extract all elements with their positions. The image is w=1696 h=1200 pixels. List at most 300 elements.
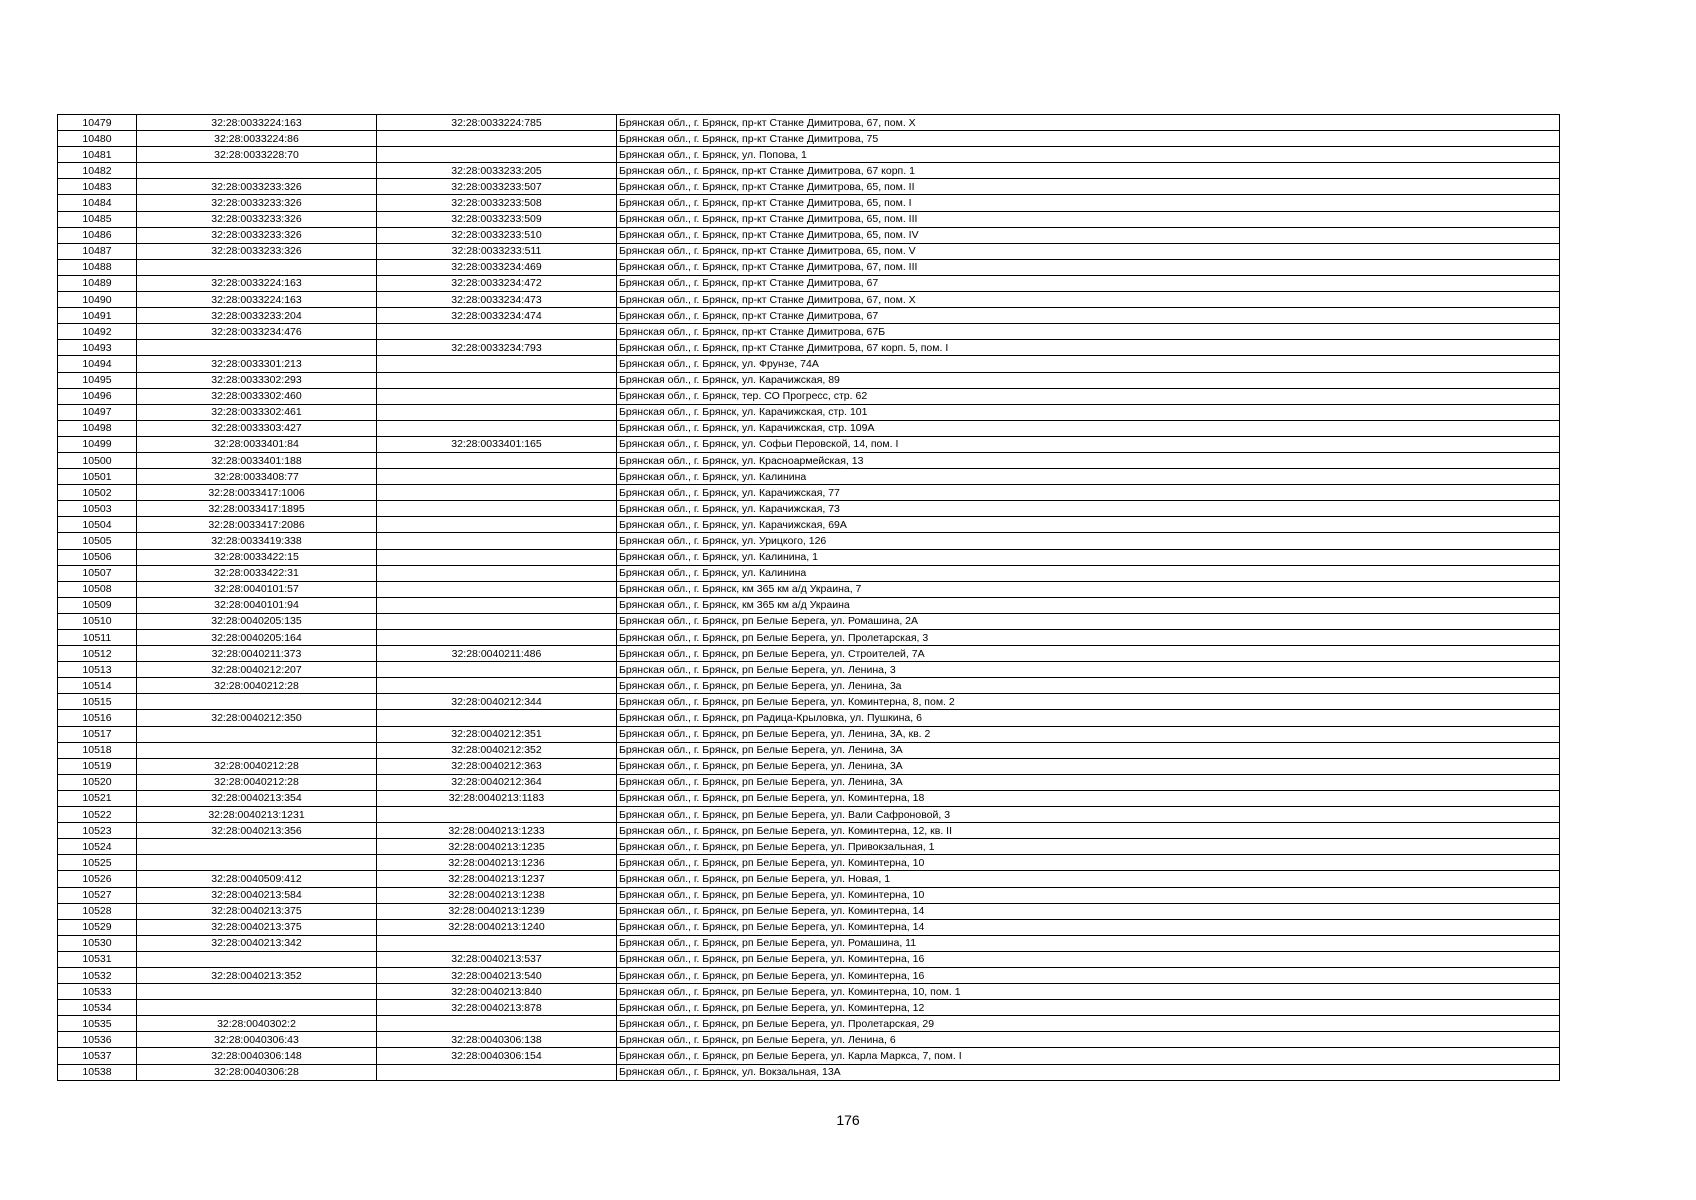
row-number-cell: 10513 xyxy=(58,662,137,678)
address-cell: Брянская обл., г. Брянск, рп Белые Берега, ул. Привокзальная, 1 xyxy=(617,839,1560,855)
address-cell: Брянская обл., г. Брянск, рп Белые Берега, ул. Коминтерна, 10 xyxy=(617,855,1560,871)
address-cell: Брянская обл., г. Брянск, рп Белые Берега, ул. Коминтерна, 10 xyxy=(617,887,1560,903)
registry-table-body xyxy=(58,115,1560,1081)
object-number-cell: 32:28:0040212:351 xyxy=(377,726,617,742)
address-cell: Брянская обл., г. Брянск, ул. Калинина, 1 xyxy=(617,549,1560,565)
cadastral-number-cell xyxy=(137,694,377,710)
address-cell: Брянская обл., г. Брянск, пр-кт Станке Димитрова, 65, пом. I xyxy=(617,195,1560,211)
table-row xyxy=(58,501,1560,517)
row-number-cell: 10510 xyxy=(58,613,137,629)
address-cell: Брянская обл., г. Брянск, пр-кт Станке Димитрова, 65, пом. IV xyxy=(617,227,1560,243)
object-number-cell xyxy=(377,533,617,549)
row-number-cell: 10520 xyxy=(58,774,137,790)
object-number-cell xyxy=(377,935,617,951)
address-cell: Брянская обл., г. Брянск, рп Белые Берега, ул. Ленина, 3А xyxy=(617,774,1560,790)
row-number-cell: 10485 xyxy=(58,211,137,227)
object-number-cell: 32:28:0033233:509 xyxy=(377,211,617,227)
row-number-cell: 10528 xyxy=(58,903,137,919)
cadastral-number-cell: 32:28:0040306:148 xyxy=(137,1048,377,1064)
table-row xyxy=(58,790,1560,806)
page-number: 176 xyxy=(836,1112,860,1128)
object-number-cell xyxy=(377,662,617,678)
address-cell: Брянская обл., г. Брянск, ул. Фрунзе, 74А xyxy=(617,356,1560,372)
row-number-cell: 10532 xyxy=(58,967,137,983)
address-cell: Брянская обл., г. Брянск, рп Белые Берега, ул. Новая, 1 xyxy=(617,871,1560,887)
cadastral-number-cell: 32:28:0033302:461 xyxy=(137,404,377,420)
address-cell: Брянская обл., г. Брянск, рп Белые Берега, ул. Ленина, 3А, кв. 2 xyxy=(617,726,1560,742)
table-row xyxy=(58,517,1560,533)
object-number-cell xyxy=(377,485,617,501)
cadastral-number-cell: 32:28:0033401:188 xyxy=(137,452,377,468)
row-number-cell: 10512 xyxy=(58,646,137,662)
row-number-cell: 10483 xyxy=(58,179,137,195)
table-row xyxy=(58,227,1560,243)
object-number-cell: 32:28:0040306:154 xyxy=(377,1048,617,1064)
table-row xyxy=(58,855,1560,871)
cadastral-number-cell: 32:28:0040213:1231 xyxy=(137,807,377,823)
object-number-cell: 32:28:0040211:486 xyxy=(377,646,617,662)
table-row xyxy=(58,565,1560,581)
row-number-cell: 10505 xyxy=(58,533,137,549)
address-cell: Брянская обл., г. Брянск, пр-кт Станке Димитрова, 75 xyxy=(617,131,1560,147)
row-number-cell: 10535 xyxy=(58,1016,137,1032)
cadastral-number-cell: 32:28:0033417:1895 xyxy=(137,501,377,517)
row-number-cell: 10530 xyxy=(58,935,137,951)
address-cell: Брянская обл., г. Брянск, пр-кт Станке Димитрова, 67, пом. X xyxy=(617,115,1560,131)
row-number-cell: 10508 xyxy=(58,581,137,597)
row-number-cell: 10518 xyxy=(58,742,137,758)
address-cell: Брянская обл., г. Брянск, рп Белые Берега, ул. Коминтерна, 8, пом. 2 xyxy=(617,694,1560,710)
row-number-cell: 10493 xyxy=(58,340,137,356)
row-number-cell: 10503 xyxy=(58,501,137,517)
table-row xyxy=(58,597,1560,613)
table-row xyxy=(58,549,1560,565)
row-number-cell: 10495 xyxy=(58,372,137,388)
row-number-cell: 10494 xyxy=(58,356,137,372)
cadastral-number-cell: 32:28:0033224:163 xyxy=(137,115,377,131)
cadastral-number-cell xyxy=(137,340,377,356)
object-number-cell: 32:28:0040213:1236 xyxy=(377,855,617,871)
cadastral-number-cell xyxy=(137,742,377,758)
object-number-cell xyxy=(377,597,617,613)
row-number-cell: 10536 xyxy=(58,1032,137,1048)
object-number-cell: 32:28:0033401:165 xyxy=(377,436,617,452)
object-number-cell: 32:28:0040212:364 xyxy=(377,774,617,790)
cadastral-number-cell: 32:28:0040213:375 xyxy=(137,919,377,935)
table-row xyxy=(58,420,1560,436)
table-row xyxy=(58,485,1560,501)
table-row xyxy=(58,452,1560,468)
cadastral-number-cell: 32:28:0033417:2086 xyxy=(137,517,377,533)
address-cell: Брянская обл., г. Брянск, рп Белые Берега, ул. Строителей, 7А xyxy=(617,646,1560,662)
address-cell: Брянская обл., г. Брянск, пр-кт Станке Димитрова, 67 xyxy=(617,275,1560,291)
address-cell: Брянская обл., г. Брянск, рп Радица-Крыловка, ул. Пушкина, 6 xyxy=(617,710,1560,726)
object-number-cell: 32:28:0040213:537 xyxy=(377,951,617,967)
object-number-cell xyxy=(377,452,617,468)
cadastral-number-cell xyxy=(137,1000,377,1016)
object-number-cell xyxy=(377,1064,617,1080)
address-cell: Брянская обл., г. Брянск, ул. Калинина xyxy=(617,565,1560,581)
row-number-cell: 10481 xyxy=(58,147,137,163)
table-row xyxy=(58,678,1560,694)
row-number-cell: 10506 xyxy=(58,549,137,565)
object-number-cell: 32:28:0033233:511 xyxy=(377,243,617,259)
cadastral-number-cell: 32:28:0033422:15 xyxy=(137,549,377,565)
row-number-cell: 10527 xyxy=(58,887,137,903)
table-row xyxy=(58,581,1560,597)
object-number-cell xyxy=(377,1016,617,1032)
object-number-cell: 32:28:0040212:344 xyxy=(377,694,617,710)
object-number-cell: 32:28:0033233:205 xyxy=(377,163,617,179)
table-row xyxy=(58,726,1560,742)
table-row xyxy=(58,115,1560,131)
address-cell: Брянская обл., г. Брянск, ул. Карачижская, 69А xyxy=(617,517,1560,533)
table-row xyxy=(58,259,1560,275)
address-cell: Брянская обл., г. Брянск, рп Белые Берега, ул. Карла Маркса, 7, пом. I xyxy=(617,1048,1560,1064)
table-row xyxy=(58,324,1560,340)
row-number-cell: 10525 xyxy=(58,855,137,871)
cadastral-number-cell: 32:28:0033301:213 xyxy=(137,356,377,372)
address-cell: Брянская обл., г. Брянск, рп Белые Берега, ул. Коминтерна, 14 xyxy=(617,919,1560,935)
cadastral-number-cell: 32:28:0033233:326 xyxy=(137,195,377,211)
row-number-cell: 10492 xyxy=(58,324,137,340)
row-number-cell: 10484 xyxy=(58,195,137,211)
cadastral-number-cell: 32:28:0040101:57 xyxy=(137,581,377,597)
cadastral-number-cell: 32:28:0033302:460 xyxy=(137,388,377,404)
table-row xyxy=(58,710,1560,726)
address-cell: Брянская обл., г. Брянск, рп Белые Берега, ул. Ленина, 3А xyxy=(617,758,1560,774)
cadastral-number-cell: 32:28:0040211:373 xyxy=(137,646,377,662)
cadastral-number-cell: 32:28:0040302:2 xyxy=(137,1016,377,1032)
object-number-cell xyxy=(377,565,617,581)
address-cell: Брянская обл., г. Брянск, рп Белые Берега, ул. Пролетарская, 29 xyxy=(617,1016,1560,1032)
object-number-cell: 32:28:0040213:1235 xyxy=(377,839,617,855)
table-row xyxy=(58,131,1560,147)
row-number-cell: 10502 xyxy=(58,485,137,501)
address-cell: Брянская обл., г. Брянск, пр-кт Станке Димитрова, 67Б xyxy=(617,324,1560,340)
object-number-cell: 32:28:0040213:540 xyxy=(377,967,617,983)
cadastral-number-cell: 32:28:0033419:338 xyxy=(137,533,377,549)
address-cell: Брянская обл., г. Брянск, пр-кт Станке Димитрова, 67 корп. 1 xyxy=(617,163,1560,179)
cadastral-number-cell: 32:28:0033401:84 xyxy=(137,436,377,452)
address-cell: Брянская обл., г. Брянск, пр-кт Станке Димитрова, 67, пом. X xyxy=(617,292,1560,308)
registry-table xyxy=(57,114,1560,1081)
table-row xyxy=(58,662,1560,678)
row-number-cell: 10487 xyxy=(58,243,137,259)
row-number-cell: 10524 xyxy=(58,839,137,855)
cadastral-number-cell: 32:28:0040306:28 xyxy=(137,1064,377,1080)
row-number-cell: 10517 xyxy=(58,726,137,742)
table-row xyxy=(58,436,1560,452)
row-number-cell: 10504 xyxy=(58,517,137,533)
row-number-cell: 10489 xyxy=(58,275,137,291)
row-number-cell: 10526 xyxy=(58,871,137,887)
row-number-cell: 10516 xyxy=(58,710,137,726)
address-cell: Брянская обл., г. Брянск, км 365 км а/д Украина xyxy=(617,597,1560,613)
row-number-cell: 10529 xyxy=(58,919,137,935)
object-number-cell: 32:28:0033234:469 xyxy=(377,259,617,275)
table-row xyxy=(58,935,1560,951)
table-row xyxy=(58,774,1560,790)
row-number-cell: 10531 xyxy=(58,951,137,967)
address-cell: Брянская обл., г. Брянск, рп Белые Берега, ул. Коминтерна, 14 xyxy=(617,903,1560,919)
row-number-cell: 10519 xyxy=(58,758,137,774)
address-cell: Брянская обл., г. Брянск, ул. Карачижская, стр. 109А xyxy=(617,420,1560,436)
row-number-cell: 10521 xyxy=(58,790,137,806)
table-row xyxy=(58,308,1560,324)
table-row xyxy=(58,404,1560,420)
table-row xyxy=(58,1064,1560,1080)
address-cell: Брянская обл., г. Брянск, рп Белые Берега, ул. Ленина, 3а xyxy=(617,678,1560,694)
table-row xyxy=(58,630,1560,646)
address-cell: Брянская обл., г. Брянск, рп Белые Берега, ул. Пролетарская, 3 xyxy=(617,630,1560,646)
address-cell: Брянская обл., г. Брянск, рп Белые Берега, ул. Ромашина, 11 xyxy=(617,935,1560,951)
row-number-cell: 10509 xyxy=(58,597,137,613)
cadastral-number-cell xyxy=(137,839,377,855)
row-number-cell: 10511 xyxy=(58,630,137,646)
object-number-cell xyxy=(377,131,617,147)
address-cell: Брянская обл., г. Брянск, рп Белые Берега, ул. Ленина, 6 xyxy=(617,1032,1560,1048)
object-number-cell xyxy=(377,678,617,694)
address-cell: Брянская обл., г. Брянск, пр-кт Станке Димитрова, 67 xyxy=(617,308,1560,324)
address-cell: Брянская обл., г. Брянск, ул. Софьи Перовской, 14, пом. I xyxy=(617,436,1560,452)
table-row xyxy=(58,469,1560,485)
table-row xyxy=(58,903,1560,919)
row-number-cell: 10491 xyxy=(58,308,137,324)
row-number-cell: 10501 xyxy=(58,469,137,485)
object-number-cell: 32:28:0040213:878 xyxy=(377,1000,617,1016)
object-number-cell xyxy=(377,807,617,823)
cadastral-number-cell: 32:28:0040212:28 xyxy=(137,758,377,774)
table-row xyxy=(58,694,1560,710)
object-number-cell xyxy=(377,356,617,372)
table-row xyxy=(58,839,1560,855)
row-number-cell: 10499 xyxy=(58,436,137,452)
address-cell: Брянская обл., г. Брянск, рп Белые Берега, ул. Коминтерна, 18 xyxy=(617,790,1560,806)
cadastral-number-cell: 32:28:0033417:1006 xyxy=(137,485,377,501)
address-cell: Брянская обл., г. Брянск, ул. Калинина xyxy=(617,469,1560,485)
row-number-cell: 10486 xyxy=(58,227,137,243)
cadastral-number-cell xyxy=(137,951,377,967)
cadastral-number-cell: 32:28:0033233:326 xyxy=(137,227,377,243)
cadastral-number-cell: 32:28:0033224:163 xyxy=(137,275,377,291)
cadastral-number-cell: 32:28:0040212:28 xyxy=(137,678,377,694)
object-number-cell xyxy=(377,581,617,597)
table-row xyxy=(58,613,1560,629)
cadastral-number-cell xyxy=(137,984,377,1000)
cadastral-number-cell: 32:28:0040509:412 xyxy=(137,871,377,887)
row-number-cell: 10497 xyxy=(58,404,137,420)
cadastral-number-cell: 32:28:0040205:135 xyxy=(137,613,377,629)
row-number-cell: 10533 xyxy=(58,984,137,1000)
object-number-cell: 32:28:0033234:793 xyxy=(377,340,617,356)
address-cell: Брянская обл., г. Брянск, ул. Красноармейская, 13 xyxy=(617,452,1560,468)
object-number-cell: 32:28:0040213:840 xyxy=(377,984,617,1000)
address-cell: Брянская обл., г. Брянск, пр-кт Станке Димитрова, 65, пом. V xyxy=(617,243,1560,259)
table-row xyxy=(58,1000,1560,1016)
address-cell: Брянская обл., г. Брянск, км 365 км а/д Украина, 7 xyxy=(617,581,1560,597)
table-row xyxy=(58,533,1560,549)
object-number-cell xyxy=(377,469,617,485)
address-cell: Брянская обл., г. Брянск, рп Белые Берега, ул. Ленина, 3 xyxy=(617,662,1560,678)
table-row xyxy=(58,211,1560,227)
cadastral-number-cell: 32:28:0033422:31 xyxy=(137,565,377,581)
row-number-cell: 10507 xyxy=(58,565,137,581)
row-number-cell: 10500 xyxy=(58,452,137,468)
row-number-cell: 10534 xyxy=(58,1000,137,1016)
table-row xyxy=(58,951,1560,967)
cadastral-number-cell xyxy=(137,855,377,871)
object-number-cell xyxy=(377,613,617,629)
address-cell: Брянская обл., г. Брянск, пр-кт Станке Димитрова, 65, пом. III xyxy=(617,211,1560,227)
table-row xyxy=(58,1048,1560,1064)
table-row xyxy=(58,163,1560,179)
table-row xyxy=(58,179,1560,195)
object-number-cell: 32:28:0040213:1239 xyxy=(377,903,617,919)
table-row xyxy=(58,340,1560,356)
cadastral-number-cell: 32:28:0040213:375 xyxy=(137,903,377,919)
row-number-cell: 10537 xyxy=(58,1048,137,1064)
object-number-cell xyxy=(377,420,617,436)
object-number-cell xyxy=(377,710,617,726)
cadastral-number-cell: 32:28:0040212:28 xyxy=(137,774,377,790)
address-cell: Брянская обл., г. Брянск, пр-кт Станке Димитрова, 65, пом. II xyxy=(617,179,1560,195)
object-number-cell xyxy=(377,501,617,517)
row-number-cell: 10522 xyxy=(58,807,137,823)
object-number-cell xyxy=(377,324,617,340)
row-number-cell: 10515 xyxy=(58,694,137,710)
address-cell: Брянская обл., г. Брянск, рп Белые Берега, ул. Коминтерна, 16 xyxy=(617,967,1560,983)
row-number-cell: 10496 xyxy=(58,388,137,404)
table-row xyxy=(58,147,1560,163)
object-number-cell: 32:28:0040306:138 xyxy=(377,1032,617,1048)
table-row xyxy=(58,984,1560,1000)
table-row xyxy=(58,243,1560,259)
table-row xyxy=(58,823,1560,839)
address-cell: Брянская обл., г. Брянск, рп Белые Берега, ул. Коминтерна, 10, пом. 1 xyxy=(617,984,1560,1000)
address-cell: Брянская обл., г. Брянск, тер. СО Прогресс, стр. 62 xyxy=(617,388,1560,404)
row-number-cell: 10514 xyxy=(58,678,137,694)
cadastral-number-cell: 32:28:0040213:352 xyxy=(137,967,377,983)
address-cell: Брянская обл., г. Брянск, пр-кт Станке Димитрова, 67, пом. III xyxy=(617,259,1560,275)
cadastral-number-cell: 32:28:0040212:207 xyxy=(137,662,377,678)
object-number-cell: 32:28:0033233:508 xyxy=(377,195,617,211)
address-cell: Брянская обл., г. Брянск, ул. Карачижская, стр. 101 xyxy=(617,404,1560,420)
address-cell: Брянская обл., г. Брянск, рп Белые Берега, ул. Ленина, 3А xyxy=(617,742,1560,758)
object-number-cell: 32:28:0040213:1233 xyxy=(377,823,617,839)
cadastral-number-cell xyxy=(137,163,377,179)
cadastral-number-cell: 32:28:0040213:356 xyxy=(137,823,377,839)
row-number-cell: 10490 xyxy=(58,292,137,308)
address-cell: Брянская обл., г. Брянск, пр-кт Станке Димитрова, 67 корп. 5, пом. I xyxy=(617,340,1560,356)
table-row xyxy=(58,292,1560,308)
table-row xyxy=(58,742,1560,758)
cadastral-number-cell: 32:28:0040213:342 xyxy=(137,935,377,951)
cadastral-number-cell: 32:28:0033303:427 xyxy=(137,420,377,436)
object-number-cell: 32:28:0033233:510 xyxy=(377,227,617,243)
object-number-cell: 32:28:0040213:1183 xyxy=(377,790,617,806)
object-number-cell: 32:28:0033234:474 xyxy=(377,308,617,324)
table-row xyxy=(58,1032,1560,1048)
object-number-cell: 32:28:0040213:1240 xyxy=(377,919,617,935)
row-number-cell: 10538 xyxy=(58,1064,137,1080)
row-number-cell: 10480 xyxy=(58,131,137,147)
table-row xyxy=(58,356,1560,372)
cadastral-number-cell: 32:28:0040212:350 xyxy=(137,710,377,726)
row-number-cell: 10479 xyxy=(58,115,137,131)
object-number-cell: 32:28:0040213:1238 xyxy=(377,887,617,903)
object-number-cell: 32:28:0033224:785 xyxy=(377,115,617,131)
object-number-cell: 32:28:0033234:472 xyxy=(377,275,617,291)
cadastral-number-cell: 32:28:0040306:43 xyxy=(137,1032,377,1048)
cadastral-number-cell: 32:28:0033233:326 xyxy=(137,211,377,227)
object-number-cell xyxy=(377,372,617,388)
table-row xyxy=(58,1016,1560,1032)
cadastral-number-cell: 32:28:0033234:476 xyxy=(137,324,377,340)
cadastral-number-cell: 32:28:0033224:86 xyxy=(137,131,377,147)
cadastral-number-cell: 32:28:0033233:326 xyxy=(137,243,377,259)
object-number-cell xyxy=(377,147,617,163)
address-cell: Брянская обл., г. Брянск, ул. Карачижская, 73 xyxy=(617,501,1560,517)
table-row xyxy=(58,871,1560,887)
object-number-cell xyxy=(377,404,617,420)
table-row xyxy=(58,372,1560,388)
object-number-cell xyxy=(377,388,617,404)
cadastral-number-cell: 32:28:0040205:164 xyxy=(137,630,377,646)
address-cell: Брянская обл., г. Брянск, ул. Вокзальная, 13А xyxy=(617,1064,1560,1080)
cadastral-number-cell: 32:28:0033302:293 xyxy=(137,372,377,388)
table-row xyxy=(58,887,1560,903)
object-number-cell: 32:28:0040212:352 xyxy=(377,742,617,758)
table-row xyxy=(58,758,1560,774)
object-number-cell: 32:28:0033234:473 xyxy=(377,292,617,308)
address-cell: Брянская обл., г. Брянск, рп Белые Берега, ул. Ромашина, 2А xyxy=(617,613,1560,629)
object-number-cell: 32:28:0033233:507 xyxy=(377,179,617,195)
cadastral-number-cell: 32:28:0040213:354 xyxy=(137,790,377,806)
address-cell: Брянская обл., г. Брянск, ул. Карачижская, 77 xyxy=(617,485,1560,501)
address-cell: Брянская обл., г. Брянск, рп Белые Берега, ул. Коминтерна, 12 xyxy=(617,1000,1560,1016)
row-number-cell: 10488 xyxy=(58,259,137,275)
address-cell: Брянская обл., г. Брянск, ул. Карачижская, 89 xyxy=(617,372,1560,388)
cadastral-number-cell: 32:28:0033224:163 xyxy=(137,292,377,308)
cadastral-number-cell: 32:28:0040213:584 xyxy=(137,887,377,903)
object-number-cell xyxy=(377,630,617,646)
cadastral-number-cell: 32:28:0033228:70 xyxy=(137,147,377,163)
table-row xyxy=(58,919,1560,935)
address-cell: Брянская обл., г. Брянск, рп Белые Берега, ул. Коминтерна, 16 xyxy=(617,951,1560,967)
cadastral-number-cell: 32:28:0033233:204 xyxy=(137,308,377,324)
object-number-cell xyxy=(377,549,617,565)
table-row xyxy=(58,195,1560,211)
table-row xyxy=(58,807,1560,823)
row-number-cell: 10523 xyxy=(58,823,137,839)
cadastral-number-cell: 32:28:0033233:326 xyxy=(137,179,377,195)
address-cell: Брянская обл., г. Брянск, ул. Попова, 1 xyxy=(617,147,1560,163)
cadastral-number-cell xyxy=(137,259,377,275)
address-cell: Брянская обл., г. Брянск, рп Белые Берега, ул. Коминтерна, 12, кв. II xyxy=(617,823,1560,839)
table-row xyxy=(58,275,1560,291)
object-number-cell: 32:28:0040212:363 xyxy=(377,758,617,774)
table-row xyxy=(58,646,1560,662)
object-number-cell: 32:28:0040213:1237 xyxy=(377,871,617,887)
row-number-cell: 10498 xyxy=(58,420,137,436)
table-row xyxy=(58,967,1560,983)
cadastral-number-cell: 32:28:0033408:77 xyxy=(137,469,377,485)
cadastral-number-cell xyxy=(137,726,377,742)
address-cell: Брянская обл., г. Брянск, ул. Урицкого, 126 xyxy=(617,533,1560,549)
row-number-cell: 10482 xyxy=(58,163,137,179)
table-row xyxy=(58,388,1560,404)
